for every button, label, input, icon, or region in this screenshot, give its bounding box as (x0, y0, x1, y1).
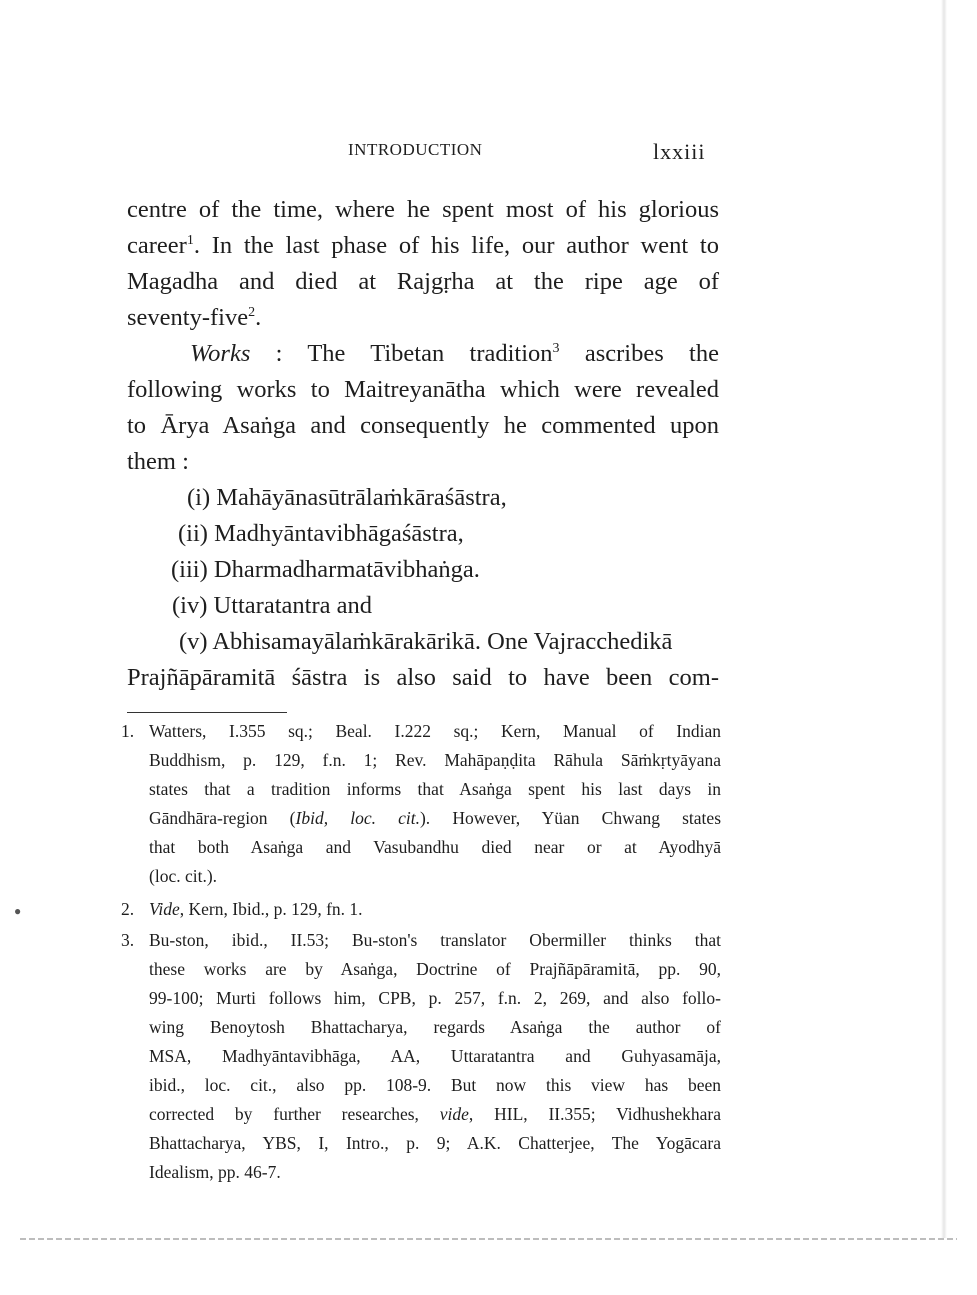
footnote-line: Bu-ston, ibid., II.53; Bu-ston's translator Obermiller thinks that (149, 930, 721, 950)
footnote-line: states that a tradition informs that Asaṅga spent his last days in (149, 779, 721, 799)
list-item: (iii) Dharmadharmatāvibhaṅga. (171, 556, 480, 583)
works-heading: Works (190, 340, 251, 367)
body-line: Works : The Tibetan tradition$^3$ ascribes the (190, 340, 719, 367)
body-line: following works to Maitreyanātha which were revealed (127, 376, 719, 403)
footnote-line: that both Asaṅga and Vasubandhu died near or at Ayodhyā (149, 837, 721, 857)
footnote-line: Watters, I.355 sq.; Beal. I.222 sq.; Kern, Manual of Indian (149, 721, 721, 741)
list-item: (ii) Madhyāntavibhāgaśāstra, (178, 520, 464, 547)
list-item: (iv) Uttaratantra and (172, 592, 372, 619)
scan-edge-right (941, 0, 947, 1240)
body-line: Prajñāpāramitā śāstra is also said to have been com- (127, 664, 719, 691)
footnote-line: MSA, Madhyāntavibhāga, AA, Uttaratantra and Guhyasamāja, (149, 1046, 721, 1066)
footnote-line: ibid., loc. cit., also pp. 108-9. But now this view has been (149, 1075, 721, 1095)
running-header: INTRODUCTION (348, 140, 483, 159)
footnote-line: Idealism, pp. 46-7. (149, 1162, 281, 1182)
footnote-ref: 3 (552, 340, 560, 356)
footnote-ref: 1 (186, 232, 194, 248)
footnote-line: wing Benoytosh Bhattacharya, regards Asaṅga the author of (149, 1017, 721, 1037)
footnote-number: 2. (121, 899, 135, 919)
body-line: centre of the time, where he spent most of his glorious (127, 196, 719, 223)
page-number: lxxiii (653, 139, 706, 164)
list-item: (v) Abhisamayālaṁkārakārikā. One Vajracchedikā (179, 628, 673, 655)
footnote-line: corrected by further researches, vide, HIL, II.355; Vidhushekhara (149, 1104, 722, 1124)
scan-edge-bottom (20, 1238, 957, 1240)
footnote-line: (loc. cit.). (149, 866, 218, 886)
footnote-line: Gāndhāra-region (Ibid, loc. cit.). However, Yüan Chwang states (149, 808, 721, 828)
body-line: seventy-five$^2$. (127, 304, 262, 331)
footnote-line: Buddhism, p. 129, f.n. 1; Rev. Mahāpaṇḍita Rāhula Sāṁkṛtyāyana (149, 750, 721, 770)
footnote-number: 3. (121, 930, 135, 950)
footnote-rule (127, 712, 287, 713)
footnote-line: 99-100; Murti follows him, CPB, p. 257, f.n. 2, 269, and also follo- (149, 988, 721, 1008)
body-line: to Ārya Asaṅga and consequently he commented upon (127, 412, 719, 439)
footnote-number: 1. (121, 721, 135, 741)
list-item: (i) Mahāyānasūtrālaṁkāraśāstra, (187, 484, 507, 511)
footnote-ref: 2 (248, 304, 256, 320)
footnote-line: these works are by Asaṅga, Doctrine of Prajñāpāramitā, pp. 90, (149, 959, 721, 979)
footnote-line: Bhattacharya, YBS, I, Intro., p. 9; A.K. Chatterjee, The Yogācara (149, 1133, 721, 1153)
scan-speck: ● (14, 904, 22, 918)
body-line: career$^1$. In the last phase of his life, our author went to (127, 232, 719, 259)
body-line: them : (127, 448, 189, 475)
footnote-line: Vide, Kern, Ibid., p. 129, fn. 1. (149, 899, 363, 919)
body-line: Magadha and died at Rajgṛha at the ripe age of (127, 268, 719, 295)
